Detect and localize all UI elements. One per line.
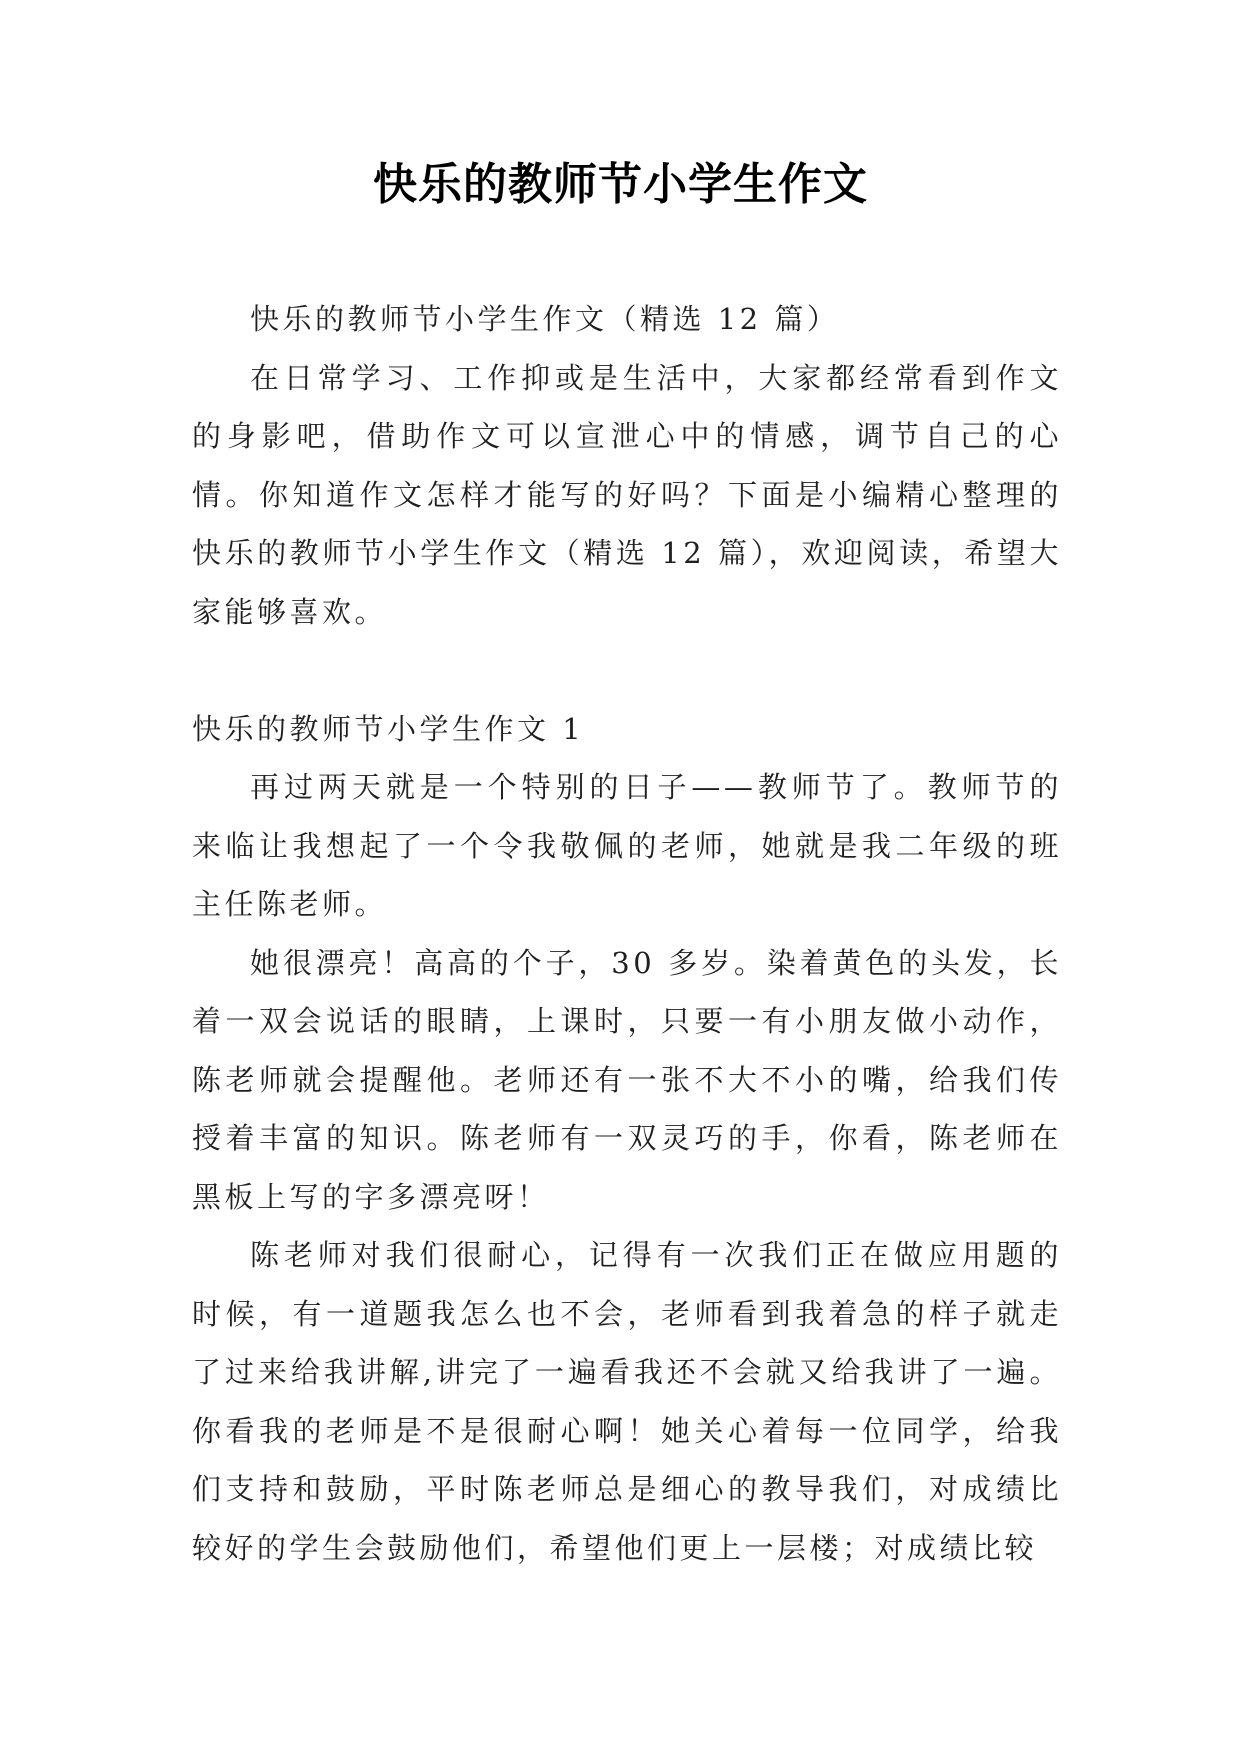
section-body [192,758,1062,1577]
section-paragraph: 陈老师对我们很耐心，记得有一次我们正在做应用题的时候，有一道题我怎么也不会，老师看到我着急的样子就走了过来给我讲解,讲完了一遍看我还不会就又给我讲了一遍。你看我的老师是不是很耐心啊！她关心着每一位同学，给我们支持和鼓励，平时陈老师总是细心的教导我们，对成绩比较好的学生会鼓励他们，希望他们更上一层楼；对成绩比较 [192,1238,1062,1565]
intro-subtitle: 快乐的教师节小学生作文（精选 12 篇） [250,302,840,336]
section-heading: 快乐的教师节小学生作文 1 [192,712,585,746]
section-paragraph: 她很漂亮！高高的个子，30 多岁。染着黄色的头发，长着一双会说话的眼睛，上课时，只要一有小朋友做小动作，陈老师就会提醒他。老师还有一张不大不小的嘴，给我们传授着丰富的知识。陈老师有一双灵巧的手，你看，陈老师在黑板上写的字多漂亮呀！ [192,945,1062,1214]
document-title: 快乐的教师节小学生作文 [373,159,868,210]
section-paragraph: 再过两天就是一个特别的日子——教师节了。教师节的来临让我想起了一个令我敬佩的老师，她就是我二年级的班主任陈老师。 [192,770,1062,921]
intro-paragraph: 在日常学习、工作抑或是生活中，大家都经常看到作文的身影吧，借助作文可以宣泄心中的情感，调节自己的心情。你知道作文怎样才能写的好吗？下面是小编精心整理的快乐的教师节小学生作文（精选 12 篇），欢迎阅读，希望大家能够喜欢。 [192,360,1062,629]
intro-block [192,290,1062,641]
